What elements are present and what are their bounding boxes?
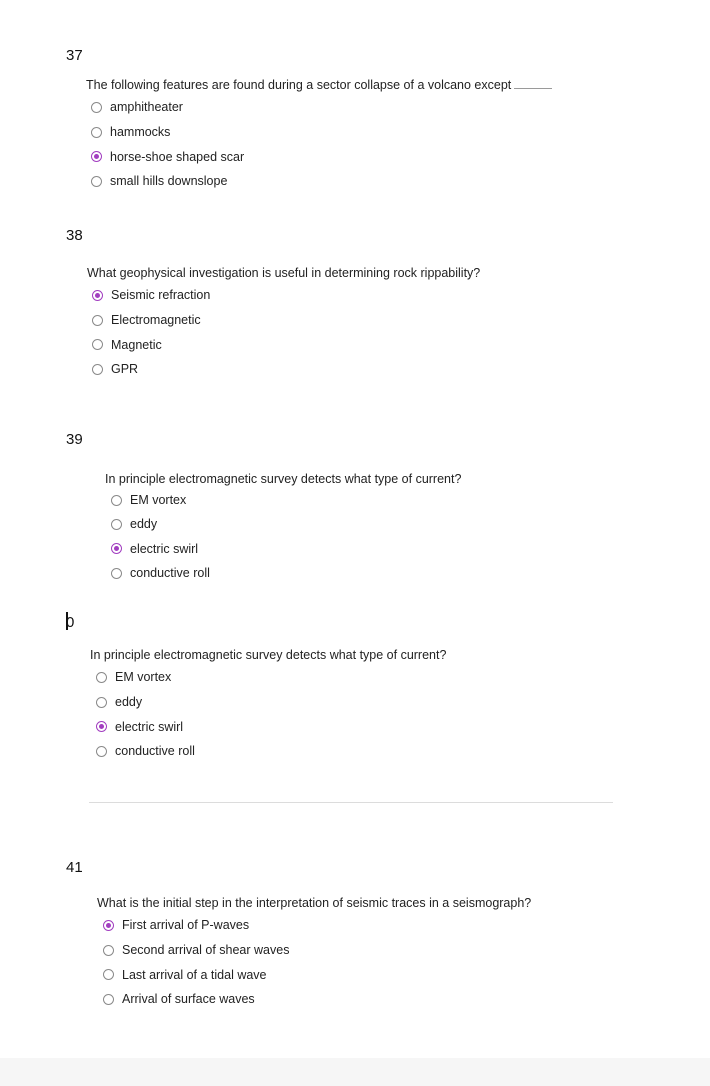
answer-blank	[514, 78, 552, 89]
option-label: Magnetic	[111, 337, 162, 352]
option-conductive-roll[interactable]	[111, 561, 461, 585]
option-label: eddy	[130, 517, 158, 532]
option-em-vortex[interactable]	[96, 665, 446, 690]
options-list	[111, 488, 461, 585]
option-magnetic[interactable]	[92, 332, 480, 357]
option-label: electric swirl	[130, 541, 199, 556]
options-list	[91, 95, 552, 194]
radio-button[interactable]	[96, 697, 107, 708]
option-label: EM vortex	[115, 670, 172, 685]
option-label: conductive roll	[130, 566, 210, 581]
option-label: EM vortex	[130, 493, 187, 508]
option-last-arrival-tidal-wave[interactable]	[103, 962, 531, 987]
question-text: In principle electromagnetic survey detects what type of current?	[90, 648, 447, 662]
option-conductive-roll[interactable]	[96, 739, 446, 764]
option-label: horse-shoe shaped scar	[110, 149, 245, 164]
option-seismic-refraction[interactable]	[92, 283, 480, 308]
radio-button[interactable]	[92, 364, 103, 375]
option-electric-swirl[interactable]	[96, 714, 446, 739]
question-number: 41	[66, 859, 83, 876]
option-label: electric swirl	[115, 719, 184, 734]
radio-button[interactable]	[103, 945, 114, 956]
option-label: amphitheater	[110, 100, 183, 115]
radio-button-selected[interactable]	[96, 721, 107, 732]
options-list	[96, 665, 446, 764]
option-label: Arrival of surface waves	[122, 992, 255, 1007]
radio-button[interactable]	[91, 176, 102, 187]
option-label: small hills downslope	[110, 174, 228, 189]
radio-button-selected[interactable]	[92, 290, 103, 301]
question-number	[66, 612, 74, 631]
radio-button-selected[interactable]	[103, 920, 114, 931]
radio-button[interactable]	[91, 102, 102, 113]
option-small-hills[interactable]	[91, 169, 552, 194]
options-list	[103, 913, 531, 1012]
radio-button[interactable]	[103, 969, 114, 980]
option-label: Electromagnetic	[111, 313, 201, 328]
question-number: 38	[66, 227, 83, 244]
option-label: Seismic refraction	[111, 288, 211, 303]
option-gpr[interactable]	[92, 357, 480, 382]
option-electric-swirl[interactable]	[111, 537, 461, 561]
option-horse-shoe-scar[interactable]	[91, 144, 552, 169]
radio-button[interactable]	[91, 127, 102, 138]
option-label: hammocks	[110, 125, 171, 140]
radio-button[interactable]	[92, 339, 103, 350]
question-37	[86, 77, 552, 194]
option-label: Last arrival of a tidal wave	[122, 967, 267, 982]
question-39	[105, 471, 461, 585]
radio-button[interactable]	[96, 672, 107, 683]
question-number-text: 0	[66, 614, 75, 631]
radio-button[interactable]	[111, 568, 122, 579]
option-hammocks[interactable]	[91, 120, 552, 145]
question-text-content: The following features are found during a sector collapse of a volcano except	[86, 78, 512, 92]
option-label: GPR	[111, 362, 139, 377]
option-label: Second arrival of shear waves	[122, 943, 290, 958]
option-second-arrival-shear-waves[interactable]	[103, 938, 531, 963]
question-text: What geophysical investigation is useful in determining rock rippability?	[87, 266, 481, 280]
radio-button-selected[interactable]	[91, 151, 102, 162]
question-number: 37	[66, 47, 83, 64]
question-41	[97, 895, 531, 1012]
question-38	[87, 265, 480, 382]
options-list	[92, 283, 480, 382]
option-amphitheater[interactable]	[91, 95, 552, 120]
option-eddy[interactable]	[111, 512, 461, 536]
radio-button[interactable]	[103, 994, 114, 1005]
question-text: What is the initial step in the interpretation of seismic traces in a seismograph?	[97, 896, 532, 910]
option-em-vortex[interactable]	[111, 488, 461, 512]
option-label: conductive roll	[115, 744, 195, 759]
question-40	[90, 647, 446, 764]
question-text: In principle electromagnetic survey detects what type of current?	[105, 472, 462, 486]
question-number: 39	[66, 431, 83, 448]
option-eddy[interactable]	[96, 690, 446, 715]
radio-button[interactable]	[96, 746, 107, 757]
radio-button[interactable]	[92, 315, 103, 326]
option-first-arrival-p-waves[interactable]	[103, 913, 531, 938]
option-label: eddy	[115, 695, 143, 710]
radio-button[interactable]	[111, 519, 122, 530]
question-text	[86, 77, 552, 93]
section-divider	[89, 802, 613, 803]
option-label: First arrival of P-waves	[122, 918, 250, 933]
radio-button[interactable]	[111, 495, 122, 506]
option-arrival-surface-waves[interactable]	[103, 987, 531, 1012]
radio-button-selected[interactable]	[111, 543, 122, 554]
page-footer-band	[0, 1058, 710, 1086]
option-electromagnetic[interactable]	[92, 308, 480, 333]
